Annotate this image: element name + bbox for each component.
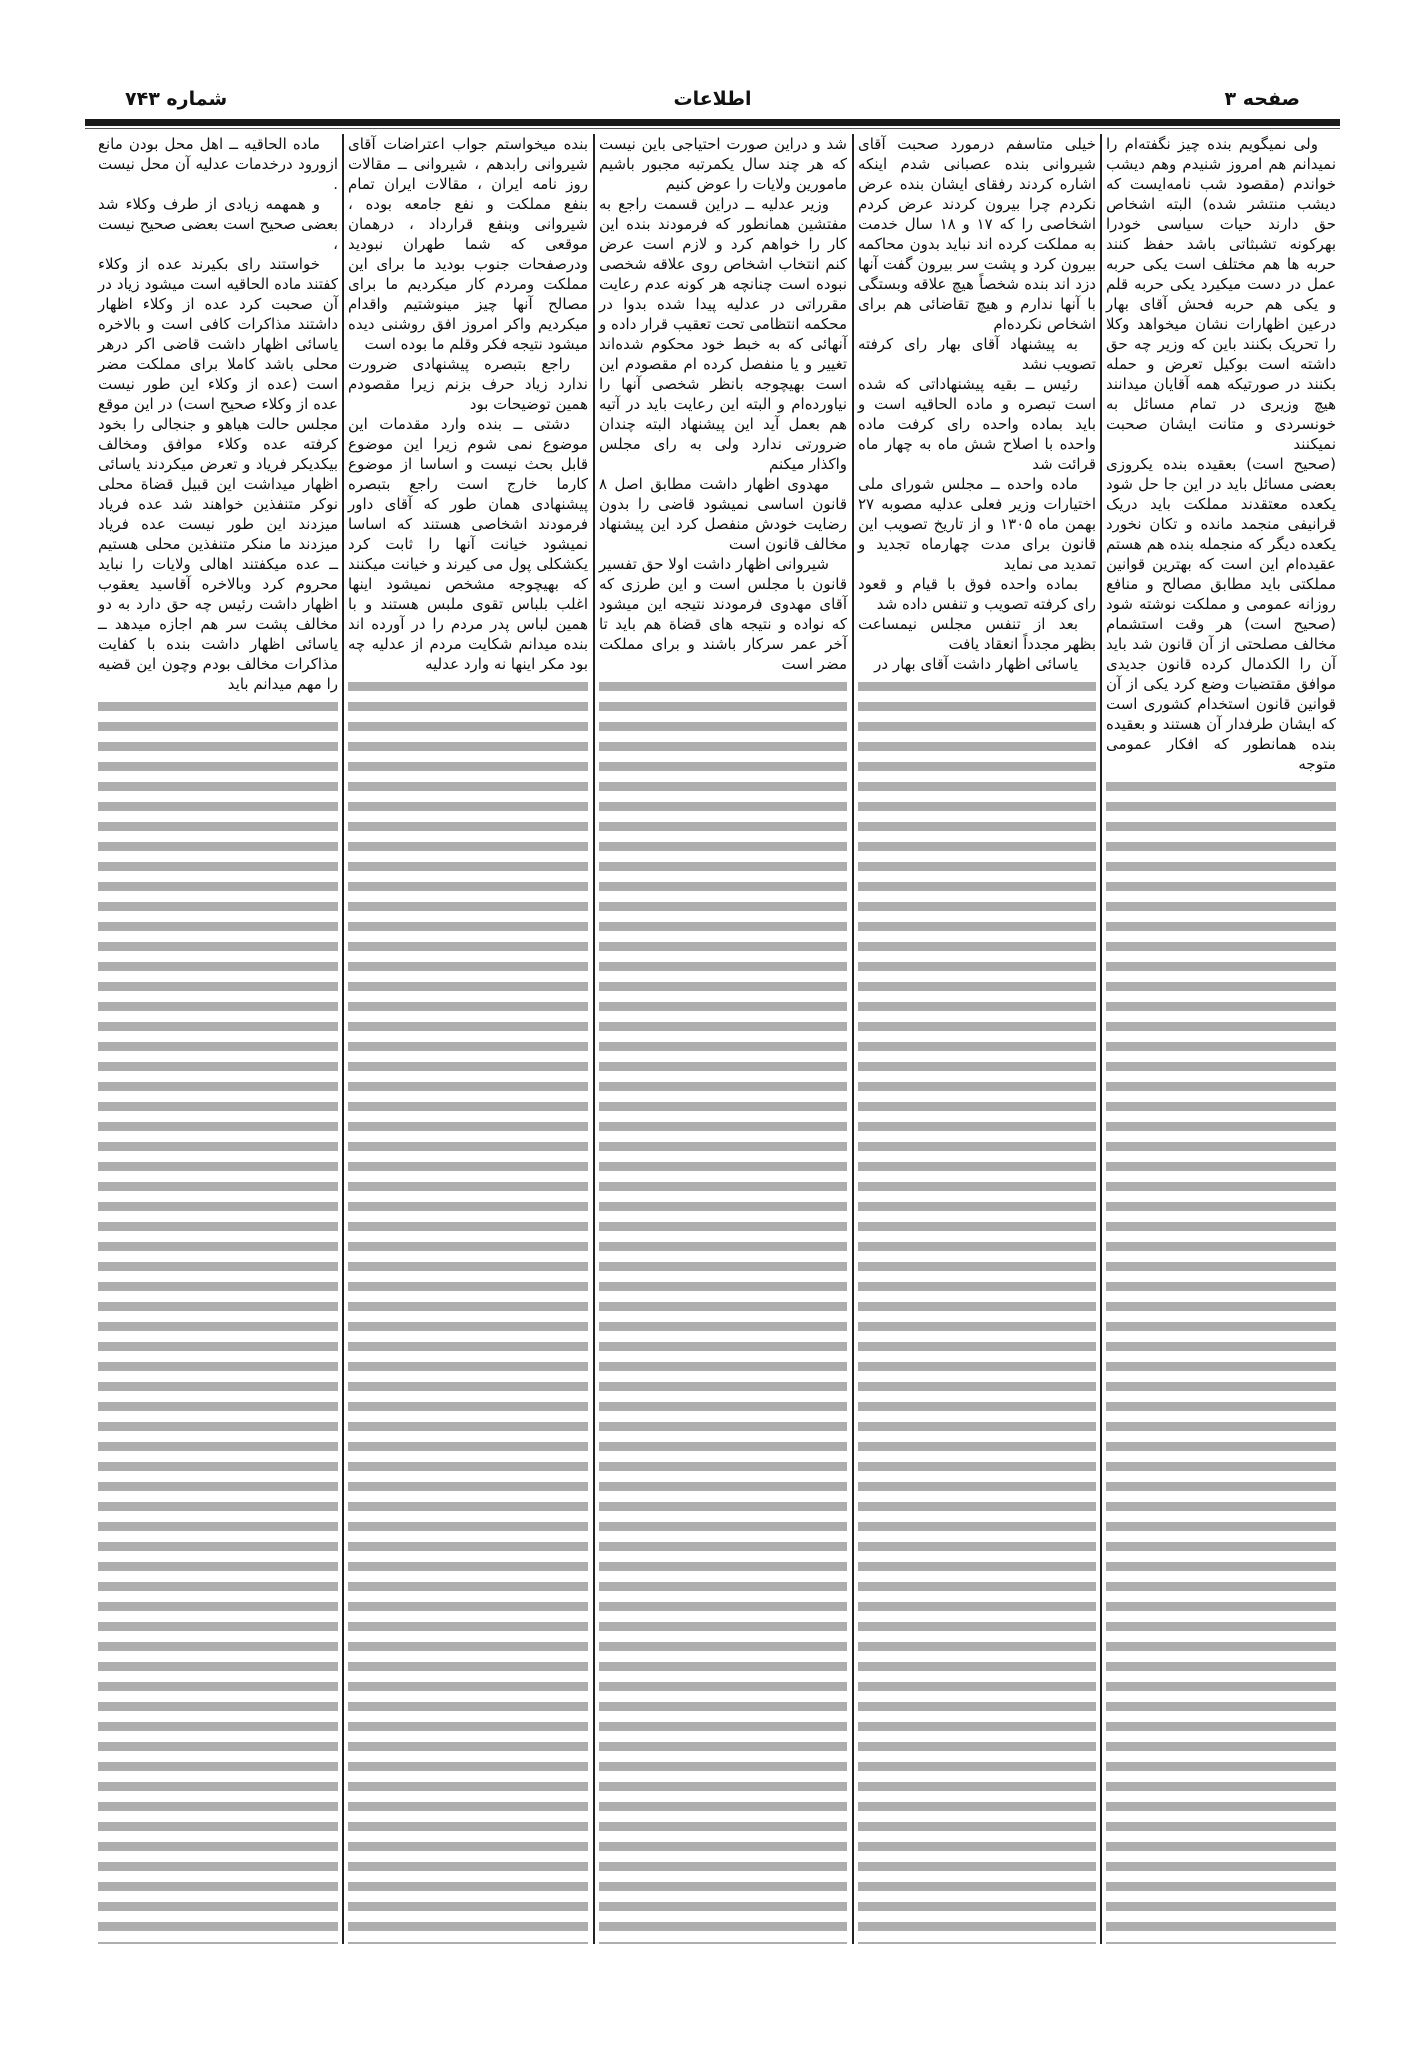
paragraph: وزیر عدلیه ــ دراین قسمت راجع به مفتشین همانطور که فرمودند بنده این کار را خواهم کرد و لازم است عرض کنم انتخاب اشخاص روی علاقه شخصی نبوده است چنانچه هر کونه عدم رعایت مقرراتی در عدلیه پیدا شده بدوا در محکمه انتظامی تحت تعقیب قرار داده و آنهائی که به خبط خود محکوم شده‌اند تغییر و یا منفصل کرده ام مقصودم این است بهیچوجه بانظر شخصی آنها را نیاورده‌ام و البته این رعایت باید در آتیه هم بعمل آید این پیشنهاد البته چندان ضرورتی ندارد ولی به رای مجلس واکذار میکنم: [599, 195, 847, 473]
page-number: صفحه ۳: [1224, 88, 1300, 110]
paragraph: بنده میخواستم جواب اعتراضات آقای شیروانی رابدهم ، شیروانی ــ مقالات روز نامه ایران ، مقالات ایران تمام بنفع مملکت و نفع جامعه بوده ، شیروانی وبنفع قرارداد ، درهمان موقعی که شما طهران نبودید ودرصفحات جنوب بودید ما برای این مملکت ومردم کار میکردیم ما برای مصالح آنها چیز مینوشتیم واقدام میکردیم واکر امروز افق روشنی دیده میشود نتیجه فکر وقلم ما بوده است: [348, 135, 588, 353]
paragraph: راجع بتبصره پیشنهادی ضرورت ندارد زیاد حرف بزنم زیرا مقصودم همین توضیحات بود: [348, 355, 588, 413]
paragraph: بماده واحده فوق با قیام و قعود رای کرفته تصویب و تنفس داده شد: [858, 575, 1096, 613]
illegible-text-lines: [348, 676, 588, 1944]
article-column-4: [348, 134, 588, 1944]
paragraph: مهدوی اظهار داشت مطابق اصل ۸ قانون اساسی نمیشود قاضی را بدون رضایت خودش منفصل کرد این پیشنهاد مخالف قانون است: [599, 475, 847, 553]
masthead: [85, 84, 1340, 120]
issue-number: شماره ۷۴۳: [125, 88, 228, 110]
paragraph: ماده واحده ــ مجلس شورای ملی اختیارات وزیر فعلی عدلیه مصوبه ۲۷ بهمن ماه ۱۳۰۵ و از تاریخ تصویب این قانون برای مدت چهارماه تجدید و تمدید می نماید: [858, 475, 1096, 573]
paragraph: به پیشنهاد آقای بهار رای کرفته تصویب نشد: [858, 335, 1096, 373]
paragraph: یاسائی اظهار داشت آقای بهار در: [874, 655, 1078, 673]
column-divider: [852, 134, 854, 1944]
article-column-5: [98, 134, 338, 1944]
paragraph: رئیس ــ بقیه پیشنهاداتی که شده است تبصره و ماده الحاقیه است و باید بماده واحده رای کرفت ماده واحده با اصلاح شش ماه به چهار ماه قرائت شد: [858, 375, 1096, 473]
paragraph: و همهمه زیادی از طرف وکلاء شد بعضی صحیح است بعضی صحیح نیست ،: [98, 195, 338, 253]
article-column-1: [1106, 134, 1336, 1944]
column-divider: [1100, 134, 1102, 1944]
header-rule-thin: [85, 128, 1340, 129]
paragraph: (صحیح است) بعقیده بنده یکروزی بعضی مسائل باید در این جا حل شود یکعده معتقدند مملکت باید دریک قرانیفی منجمد مانده و تکان نخورد یکعده دیگر که منجمله بنده هم هستم عقیده‌ام این است که بهترین قوانین مملکتی باید مطابق مصالح و منافع روزانه عمومی و مملکت نوشته شود (صحیح است) هر وقت استشمام مخالف مصلحتی از آن قانون شد باید آن را الکدمال کرده قانون جدیدی موافق مقتضیات وضع کرد یکی از آن قوانین قانون استخدام کشوری است که ایشان طرفدار آن هستند و بعقیده بنده همانطور که افکار عمومی متوجه: [1106, 455, 1336, 773]
paragraph: خیلی متاسفم درمورد صحبت آقای شیروانی بنده عصبانی شدم اینکه اشاره کردند رفقای ایشان بنده عرض نکردم چرا بیرون کردند عرض کردم اشخاصی را که ۱۷ و ۱۸ سال خدمت به مملکت کرده اند نباید بدون محاکمه بیرون کرد و پشت سر بیرون گفت آنها دزد اند بنده شخصاً هیچ علاقه وبستگی با آنها ندارم و هیچ تقاضائی هم برای اشخاص نکرده‌ام: [858, 135, 1097, 333]
paragraph: بعد از تنفس مجلس نیمساعت بظهر مجدداً انعقاد یافت: [858, 615, 1096, 653]
paragraph: خواستند رای بکیرند عده از وکلاء کفتند ماده الحاقیه است میشود زیاد در آن صحبت کرد عده از وکلاء اظهار داشتند مذاکرات کافی است و بالاخره یاسائی اظهار داشت قاضی اکر درهر محلی باشد کاملا برای مملکت مضر است (عده از وکلاء این طور نیست عده از وکلاء صحیح است) در این موقع مجلس حالت هیاهو و جنجالی را بخود کرفته عده وکلاء موافق ومخالف بیکدیکر فریاد و تعرض میکردند یاسائی اظهار میداشت این قبیل قضاة محلی نوکر متنفذین خواهند شد عده فریاد میزدند این طور نیست عده فریاد میزدند ما منکر متنفذین محلی هستیم ــ عده میکفتند اهالی ولایات را نباید محروم کرد وبالاخره آقاسید یعقوب اظهار داشت رئیس چه حق دارد به دو مخالف پشت سر هم اجازه میدهد ــ یاسائی اظهار داشت بنده با کفایت مذاکرات مخالف بودم وچون این قضیه را مهم میدانم باید: [98, 255, 338, 693]
article-column-3: [599, 134, 847, 1944]
header-rule: [85, 119, 1340, 126]
illegible-text-lines: [599, 676, 847, 1944]
paragraph: شد و دراین صورت احتیاجی باین نیست که هر چند سال یکمرتبه مجبور باشیم مامورین ولایات را عوض کنیم: [599, 135, 847, 193]
column-divider: [342, 134, 344, 1944]
paragraph: شیروانی اظهار داشت اولا حق تفسیر قانون با مجلس است و این طرزی که آقای مهدوی فرمودند نتیجه این میشود که نواده و نتیجه های قضاة هم باید تا آخر عمر سرکار باشند و برای مملکت مضر است: [599, 555, 847, 673]
illegible-text-lines: [98, 696, 338, 1944]
illegible-text-lines: [858, 676, 1096, 1944]
paragraph: دشتی ــ بنده وارد مقدمات این موضوع نمی شوم زیرا این موضوع قابل بحث نیست و اساسا از موضوع کارما خارج است راجع بتبصره پیشنهادی همان طور که آقای داور فرمودند اشخاصی هستند که اساسا نمیشود خیانت آنها را ثابت کرد یکشکلی پول می کیرند و خیانت میکنند که بهیچوجه مشخص نمیشود اینها اغلب بلباس تقوی ملبس هستند و با همین لباس پدر مردم را در آورده اند بنده میدانم شکایت مردم از عدلیه چه بود مکر اینها نه وارد عدلیه: [348, 415, 588, 673]
newspaper-title: اطلاعات: [673, 88, 752, 110]
column-divider: [593, 134, 595, 1944]
illegible-text-lines: [1106, 776, 1336, 1944]
paragraph: ولی نمیگویم بنده چیز نگفته‌ام را نمیدانم هم امروز شنیدم وهم دیشب خواندم (مقصود شب نامه‌ایست که دیشب منتشر شده) البته اشخاص حق دارند حیات سیاسی خودرا بهرکونه تشبثاتی باشد حفظ کنند حربه ها هم مختلف است یکی حربه عمل در دست میکیرد یکی حربه قلم و یکی هم حربه فحش آقای بهار درعین اظهارات نشان میخواهد وکلا را تحریک بکنند باین که وزیر چه حق داشته است بوکیل تعرض و حمله بکنند در صورتیکه همه آقایان میدانند هیچ وزیری در تمام مسائل به خونسردی و متانت ایشان صحبت نمیکنند: [1106, 135, 1336, 453]
article-column-2: [858, 134, 1096, 1944]
paragraph: ماده الحاقیه ــ اهل محل بودن مانع ازورود درخدمات عدلیه آن محل نیست .: [98, 135, 338, 193]
